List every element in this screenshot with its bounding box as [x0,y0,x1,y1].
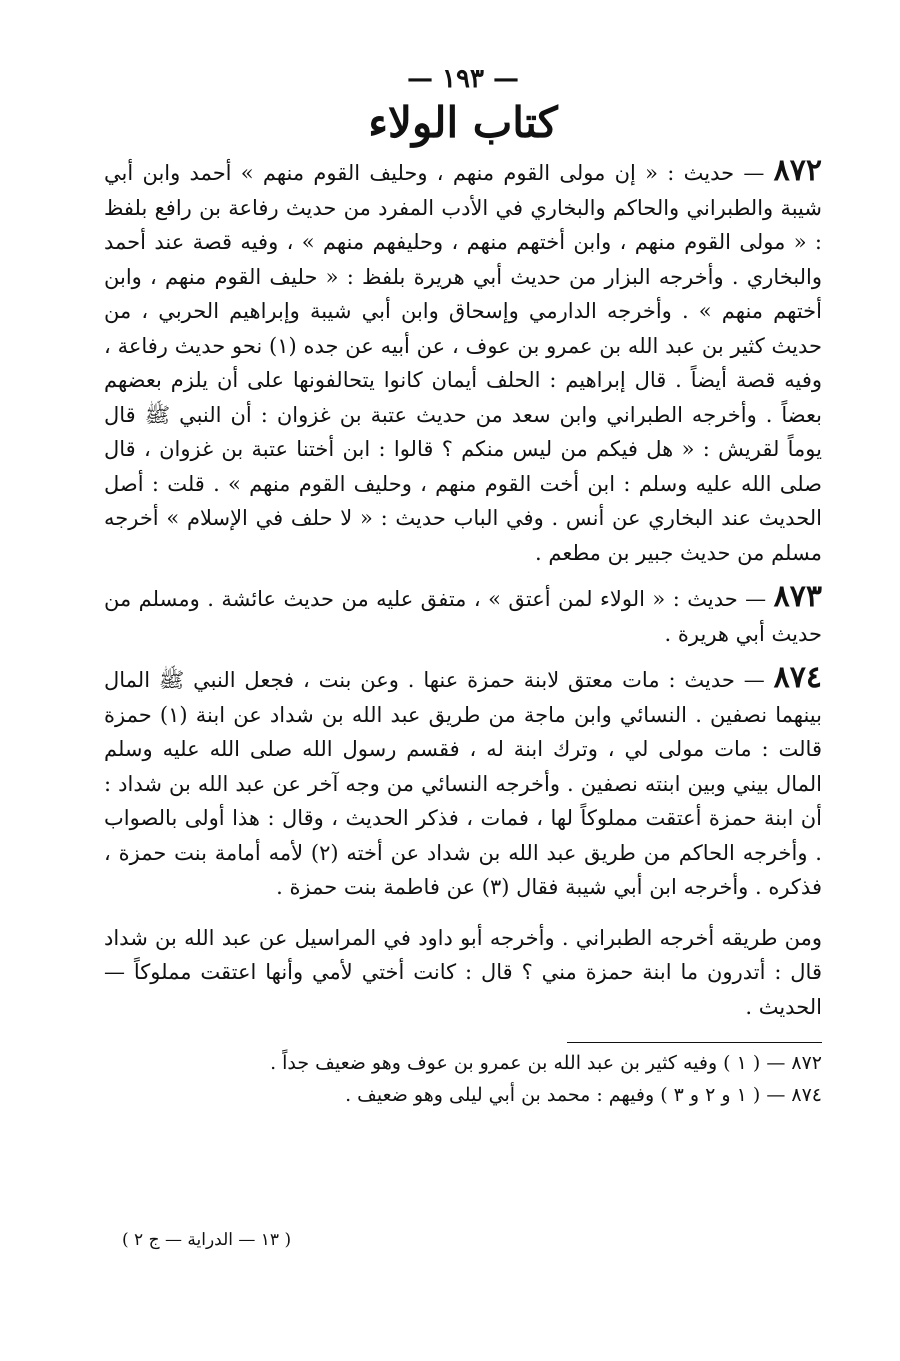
entry-874 [104,661,822,905]
entry-dash: — [743,161,765,185]
page-number: — ١٩٣ — [406,64,520,94]
entry-number: ٨٧٤ [773,660,822,695]
entry-text: حديث : « الولاء لمن أعتق » ، متفق عليه من حديث عائشة . ومسلم من حديث أبي هريرة . [104,587,822,646]
footnote-874: ٨٧٤ — ( ١ و ٢ و ٣ ) وفيهم : محمد بن أبي ليلى وهو ضعيف . [345,1084,822,1106]
document-page [104,62,822,1111]
continuation-paragraph: ومن طريقه أخرجه الطبراني . وأخرجه أبو داود في المراسيل عن عبد الله بن شداد قال : أتدرون ما ابنة حمزة مني ؟ قال : كانت أختي لأمي وأنها اعتقت مملوكاً — الحديث . [104,925,822,1019]
chapter-title: كتاب الولاء [368,98,558,147]
footnote-divider [567,1042,822,1043]
entry-872 [104,154,822,570]
entry-text: حديث : « إن مولى القوم منهم ، وحليف القوم منهم » أحمد وابن أبي شيبة والطبراني والحاكم والبخاري في الأدب المفرد من حديث رفاعة بن رافع بلفظ : « مولى القوم منهم ، وابن أختهم منهم ، وحليفهم منهم » ، وفيه قصة عند أحمد والبخاري . وأخرجه البزار من حديث أبي هريرة بلفظ : « حليف القوم منهم ، وابن أختهم منهم » . وأخرجه الدارمي وإسحاق وابن أبي شيبة وإبراهيم الحربي ، من حديث كثير بن عبد الله بن عمرو بن عوف ، عن أبيه عن جده (١) نحو حديث رفاعة ، وفيه قصة أيضاً . قال إبراهيم : الحلف أيمان كانوا يتحالفونها على أن يلزم بعضهم بعضاً . وأخرجه الطبراني وابن سعد من حديث عتبة بن غزوان : أن النبي ﷺ قال يوماً لقريش : « هل فيكم من ليس منكم ؟ قالوا : ابن أختنا عتبة بن غزوان ، قال صلى الله عليه وسلم : ابن أخت القوم منهم ، وحليف القوم منهم » . قلت : أصل الحديث عند البخاري عن أنس . وفي الباب حديث : « لا حلف في الإسلام » أخرجه مسلم من حديث جبير بن مطعم . [104,161,822,565]
footnote-872: ٨٧٢ — ( ١ ) وفيه كثير بن عبد الله بن عمرو بن عوف وهو ضعيف جداً . [270,1052,822,1074]
entry-dash: — [743,668,765,692]
entry-dash: — [745,587,767,611]
entry-number: ٨٧٣ [773,579,822,614]
entry-text: حديث : مات معتق لابنة حمزة عنها . وعن بنت ، فجعل النبي ﷺ المال بينهما نصفين . النسائي وابن ماجة من طريق عبد الله بن شداد عن ابنة (١) حمزة قالت : مات مولى لي ، وترك ابنة له ، فقسم رسول الله صلى الله عليه وسلم المال بيني وبين ابنته نصفين . وأخرجه النسائي من وجه آخر عن عبد الله بن شداد : أن ابنة حمزة أعتقت مملوكاً لها ، فمات ، فذكر الحديث ، وقال : هذا أولى بالصواب . وأخرجه الحاكم من طريق عبد الله بن شداد عن أخته (٢) لأمه أمامة بنت حمزة ، فذكره . وأخرجه ابن أبي شيبة فقال (٣) عن فاطمة بنت حمزة . [104,668,822,899]
entry-873 [104,580,822,651]
print-signature: ( ١٣ — الدراية — ج ٢ ) [122,1230,292,1250]
entry-number: ٨٧٢ [773,153,822,188]
